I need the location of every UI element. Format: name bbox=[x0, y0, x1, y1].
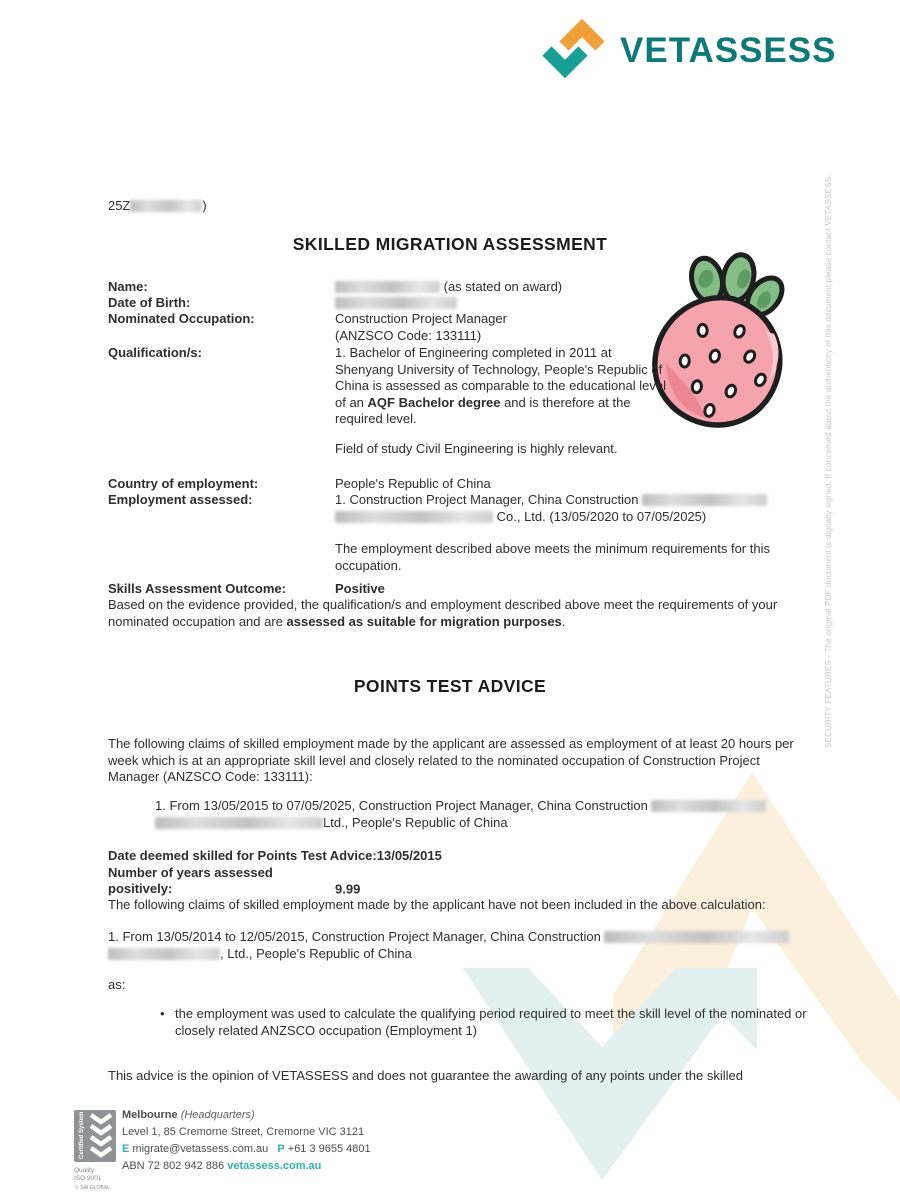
outcome-paragraph bbox=[108, 597, 800, 630]
field-value-name bbox=[335, 279, 795, 296]
field-row-outcome bbox=[108, 581, 795, 598]
cert-badge-icon bbox=[74, 1110, 116, 1162]
date-deemed-value: 13/05/2015 bbox=[376, 848, 442, 863]
points-test-title: POINTS TEST ADVICE bbox=[353, 676, 547, 696]
claim-1-line1 bbox=[155, 798, 766, 815]
employment-line1-text: 1. Construction Project Manager, China Construction bbox=[335, 492, 643, 507]
field-row-employment bbox=[108, 492, 795, 525]
closing-paragraph: This advice is the opinion of VETASSESS and does not guarantee the awarding of any points under the skilled bbox=[108, 1068, 743, 1083]
field-label-employment: Employment assessed: bbox=[108, 492, 253, 507]
field-value-outcome: Positive bbox=[335, 581, 385, 596]
field-label-outcome: Skills Assessment Outcome: bbox=[108, 581, 286, 596]
claim-1 bbox=[155, 798, 766, 831]
points-summary bbox=[108, 848, 442, 898]
field-value-country: People's Republic of China bbox=[335, 476, 491, 491]
employment-line1 bbox=[335, 492, 795, 509]
footer-line-address: Level 1, 85 Cremorne Street, Cremorne VIC 3121 bbox=[122, 1126, 365, 1138]
phone-label: P bbox=[277, 1143, 285, 1155]
redaction-bar bbox=[108, 948, 220, 960]
footer-line-city bbox=[122, 1107, 371, 1124]
name-suffix: (as stated on award) bbox=[443, 279, 563, 294]
redaction-bar bbox=[335, 511, 493, 523]
date-deemed-row bbox=[108, 848, 442, 865]
field-row-dob bbox=[108, 295, 795, 312]
redaction-bar bbox=[335, 297, 457, 309]
email-link[interactable]: migrate@vetassess.com.au bbox=[132, 1143, 269, 1155]
field-label-dob: Date of Birth: bbox=[108, 295, 191, 310]
field-row-qualification bbox=[108, 345, 669, 428]
phone-number: +61 3 9655 4801 bbox=[287, 1143, 371, 1155]
claim-2-line1-text: 1. From 13/05/2014 to 12/05/2015, Construction Project Manager, China Construction bbox=[108, 929, 605, 944]
footer-headquarters: (Headquarters) bbox=[180, 1109, 255, 1121]
bullet-item bbox=[160, 1006, 815, 1039]
qualification-field-note: Field of study Civil Engineering is highly relevant. bbox=[335, 441, 618, 456]
claim-2-line1 bbox=[108, 929, 789, 946]
redaction-bar bbox=[335, 281, 440, 293]
redaction-bar bbox=[642, 494, 767, 506]
footer-contact-block bbox=[122, 1107, 371, 1175]
security-note: SECURITY FEATURES - The original PDF document is digitally signed. If concerned about the authenticity of this document please contact VETASSESS. bbox=[824, 174, 833, 748]
employment-line2-text: Co., Ltd. (13/05/2020 to 07/05/2025) bbox=[493, 508, 707, 524]
field-value-occupation bbox=[335, 311, 795, 344]
outcome-period: . bbox=[561, 613, 566, 629]
claim-2-line2-text: , Ltd., People's Republic of China bbox=[220, 945, 412, 961]
website-link[interactable]: vetassess.com.au bbox=[227, 1160, 322, 1172]
reference-number bbox=[108, 198, 207, 215]
footer-city: Melbourne bbox=[122, 1109, 178, 1121]
redaction-bar bbox=[651, 800, 766, 812]
years-label: Number of years assessed positively: bbox=[108, 864, 273, 896]
occupation-line1: Construction Project Manager bbox=[335, 311, 507, 326]
bullet-marker: • bbox=[160, 1006, 165, 1021]
reference-prefix: 25Z bbox=[108, 198, 131, 213]
footer-line-abn bbox=[122, 1158, 371, 1175]
field-value-qualification bbox=[335, 345, 669, 428]
years-value: 9.99 bbox=[335, 881, 361, 896]
as-label: as: bbox=[108, 977, 126, 992]
employment-note: The employment described above meets the minimum requirements for this occupation. bbox=[335, 541, 770, 573]
claim-1-line2-text: Ltd., People's Republic of China bbox=[323, 814, 508, 830]
footer-line-contact bbox=[122, 1141, 371, 1158]
outcome-bold-text: assessed as suitable for migration purposes bbox=[286, 613, 562, 629]
reference-suffix: ) bbox=[202, 198, 207, 213]
occupation-line2: (ANZSCO Code: 133111) bbox=[335, 327, 482, 343]
document-title: SKILLED MIGRATION ASSESSMENT bbox=[292, 234, 608, 254]
cert-sai-global-label: Ⓢ SAI GLOBAL bbox=[74, 1184, 110, 1191]
field-label-occupation: Nominated Occupation: bbox=[108, 311, 255, 326]
cert-quality-label: Quality bbox=[74, 1166, 95, 1174]
qual-text: 1. Bachelor of Engineering completed in 2011 at Shenyang University of Technology, People's Republic of China is assessed as comparable to the educational level of an bbox=[335, 345, 666, 410]
cert-vertical-text: Certified System bbox=[79, 1111, 85, 1159]
iso-cert-badge bbox=[74, 1110, 120, 1192]
field-value-employment bbox=[335, 492, 795, 525]
outcome-text: Based on the evidence provided, the qualification/s and employment described above meet the requirements of your nominated occupation and are bbox=[108, 597, 778, 629]
claim-1-line2 bbox=[155, 815, 766, 832]
field-row-country bbox=[108, 476, 795, 493]
years-row bbox=[108, 865, 442, 898]
field-label-name: Name: bbox=[108, 279, 148, 294]
field-row-occupation bbox=[108, 311, 795, 344]
qual-bold-text: AQF Bachelor degree bbox=[367, 394, 501, 410]
email-label: E bbox=[122, 1143, 130, 1155]
redaction-bar bbox=[155, 817, 323, 829]
vetassess-logo bbox=[538, 20, 836, 82]
excluded-intro: The following claims of skilled employment made by the applicant have not been included in the above calculation: bbox=[108, 897, 766, 912]
employment-line2 bbox=[335, 509, 795, 526]
claim-1-line1-text: 1. From 13/05/2015 to 07/05/2025, Construction Project Manager, China Construction bbox=[155, 798, 652, 813]
field-row-name bbox=[108, 279, 795, 296]
cert-iso-label: ISO 9001 bbox=[74, 1174, 102, 1182]
bullet-text: the employment was used to calculate the qualifying period required to meet the skill level of the nominated or closely related ANZSCO occupation (Employment 1) bbox=[175, 1006, 807, 1038]
redaction-bar bbox=[604, 931, 789, 943]
claim-2-line2 bbox=[108, 946, 789, 963]
redaction-bar bbox=[130, 200, 202, 212]
points-intro: The following claims of skilled employment made by the applicant are assessed as employment of at least 20 hours per week which is at an appropriate skill level and closely related to the nominated occupation of Construction Project Manager (ANZSCO Code: 133111): bbox=[108, 736, 794, 784]
field-label-qualification: Qualification/s: bbox=[108, 345, 202, 360]
field-value-dob bbox=[335, 295, 795, 312]
claim-2 bbox=[108, 929, 789, 962]
date-deemed-label: Date deemed skilled for Points Test Advice: bbox=[108, 848, 377, 863]
vetassess-logo-text: VETASSESS bbox=[620, 31, 837, 70]
field-label-country: Country of employment: bbox=[108, 476, 259, 491]
abn-number: ABN 72 802 942 886 bbox=[122, 1160, 225, 1172]
vetassess-logo-mark-icon bbox=[538, 20, 608, 82]
qual-text-2: and is therefore at the required level. bbox=[335, 394, 631, 426]
